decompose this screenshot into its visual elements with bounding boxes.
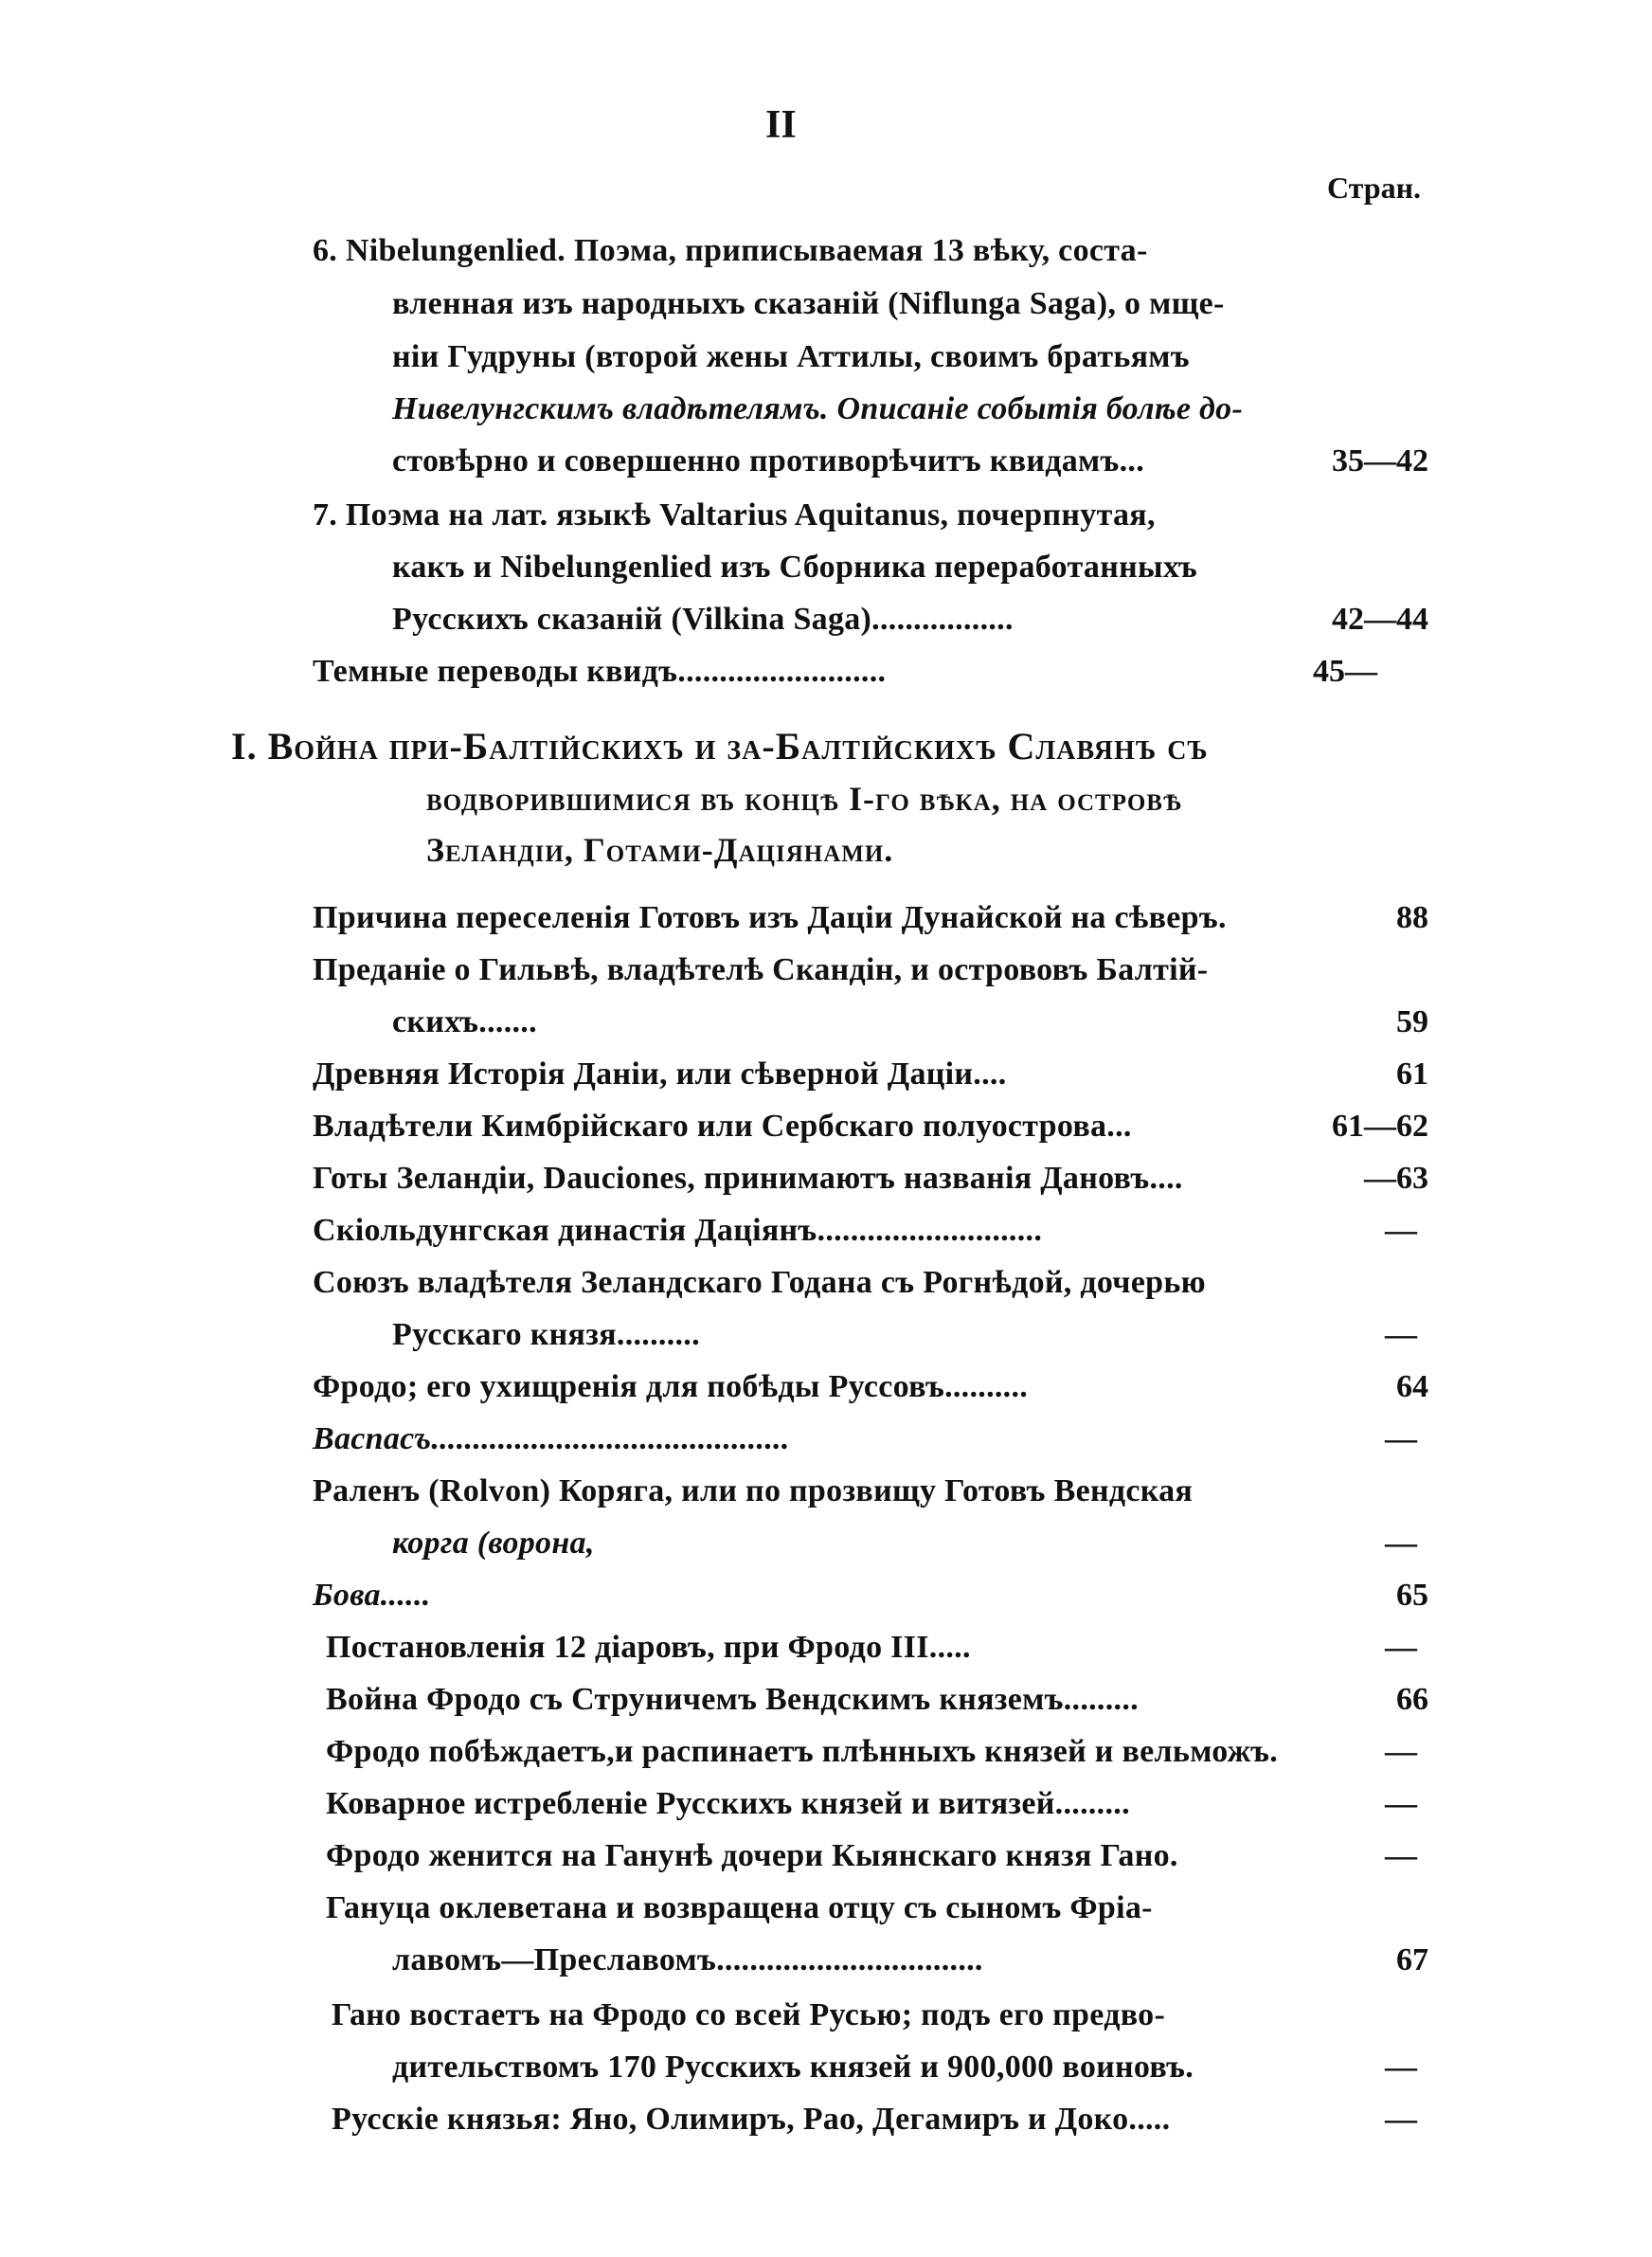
toc-line: Владѣтели Кимбрійскаго или Сербскаго полуострова... xyxy=(313,1109,1132,1144)
section-heading-line: водворившимися въ концѣ I-го вѣка, на островѣ xyxy=(426,780,1183,818)
toc-page-ref: 67 xyxy=(1396,1942,1428,1977)
toc-page-ref: 45— xyxy=(1313,654,1377,689)
toc-line: Преданіе о Гильвѣ, владѣтелѣ Скандін, и острововъ Балтій- xyxy=(313,952,1209,987)
toc-line: Коварное истребленіе Русскихъ князей и витязей......... xyxy=(326,1786,1130,1821)
toc-page-ref: — xyxy=(1385,1317,1417,1352)
page-number: II xyxy=(765,103,797,147)
toc-line: Русскіе князья: Яно, Олимиръ, Рао, Дегамиръ и Доко..... xyxy=(332,2102,1171,2137)
toc-page-ref: 59 xyxy=(1396,1004,1428,1039)
toc-line: Постановленія 12 діаровъ, при Фродо III..... xyxy=(326,1630,971,1665)
toc-page-ref: 64 xyxy=(1396,1369,1428,1404)
pages-column-label: Стран. xyxy=(1326,171,1421,205)
toc-page-ref: — xyxy=(1385,2102,1417,2137)
toc-line: Фродо; его ухищренія для побѣды Руссовъ.......... xyxy=(313,1369,1029,1404)
toc-line: 6. Nibelungenlied. Поэма, приписываемая 13 вѣку, соста- xyxy=(313,233,1148,268)
toc-page-ref: 35—42 xyxy=(1332,443,1428,478)
toc-page-ref: 42—44 xyxy=(1332,602,1428,637)
toc-page-ref: 61 xyxy=(1396,1056,1428,1092)
toc-line: вленная изъ народныхъ сказаній (Niflunga Saga), о мще- xyxy=(392,286,1225,321)
toc-page-ref: 61—62 xyxy=(1332,1109,1428,1144)
toc-line: Война Фродо съ Струничемъ Вендскимъ княземъ......... xyxy=(326,1682,1139,1717)
toc-line: Скіольдунгская династія Даціянъ........................... xyxy=(313,1213,1043,1248)
toc-page-ref: 65 xyxy=(1396,1578,1428,1613)
toc-line: Темные переводы квидъ......................... xyxy=(313,654,887,689)
toc-line: Гано востаетъ на Фродо со всей Русью; подъ его предво- xyxy=(332,1997,1166,2032)
toc-line: Готы Зеландіи, Dauciones, принимаютъ названія Дановъ.... xyxy=(313,1161,1183,1196)
toc-line: ніи Гудруны (второй жены Аттилы, своимъ братьямъ xyxy=(392,339,1190,374)
toc-page-ref: — xyxy=(1385,2049,1417,2085)
toc-page-ref: — xyxy=(1385,1421,1417,1456)
toc-line: Русскихъ сказаній (Vilkina Saga)................. xyxy=(392,602,1014,637)
toc-line: Древняя Исторія Даніи, или сѣверной Даціи.... xyxy=(313,1056,1007,1092)
toc-line: Фродо побѣждаетъ,и распинаетъ плѣнныхъ князей и вельможъ. xyxy=(326,1734,1279,1769)
toc-page-ref: — xyxy=(1385,1786,1417,1821)
toc-page-ref: — xyxy=(1385,1734,1417,1769)
toc-line: Раленъ (Rolvon) Коряга, или по прозвищу Готовъ Вендская xyxy=(313,1473,1194,1508)
toc-line: скихъ....... xyxy=(392,1004,537,1039)
toc-line: Русскаго князя.......... xyxy=(392,1317,700,1352)
toc-page-ref: — xyxy=(1385,1213,1417,1248)
toc-line: стовѣрно и совершенно противорѣчитъ квидамъ... xyxy=(392,443,1145,478)
toc-line: Гануца оклеветана и возвращена отцу съ сыномъ Фріа- xyxy=(326,1890,1153,1925)
toc-line: Васпасъ........................................... xyxy=(313,1421,790,1456)
toc-line: Фродо женится на Ганунѣ дочери Кыянскаго князя Гано. xyxy=(326,1838,1178,1873)
toc-line: какъ и Nibelungenlied изъ Сборника переработанныхъ xyxy=(392,550,1197,585)
toc-line: корга (ворона, xyxy=(392,1526,595,1561)
toc-line: Нивелунгскимъ владѣтелямъ. Описаніе событія болѣе до- xyxy=(392,391,1244,426)
section-heading-line: I. Война при-Балтійскихъ и за-Балтійскихъ Славянъ съ xyxy=(231,725,1209,767)
toc-page-ref: 88 xyxy=(1396,900,1428,935)
section-heading-line: Зеландіи, Готами-Даціянами. xyxy=(426,831,894,869)
toc-line: Союзъ владѣтеля Зеландскаго Годана съ Рогнѣдой, дочерью xyxy=(313,1265,1206,1300)
toc-line: Бова...... xyxy=(313,1578,431,1613)
toc-line: 7. Поэма на лат. языкѣ Valtarius Aquitanus, почерпнутая, xyxy=(313,497,1156,533)
toc-page-ref: —63 xyxy=(1364,1161,1428,1196)
toc-line: дительствомъ 170 Русскихъ князей и 900,000 воиновъ. xyxy=(392,2049,1194,2085)
toc-line: Причина переселенія Готовъ изъ Даціи Дунайской на сѣверъ. xyxy=(313,900,1227,935)
toc-page-ref: — xyxy=(1385,1526,1417,1561)
toc-page-ref: — xyxy=(1385,1630,1417,1665)
toc-page-ref: — xyxy=(1385,1838,1417,1873)
toc-page-ref: 66 xyxy=(1396,1682,1428,1717)
toc-line: лавомъ—Преславомъ................................ xyxy=(392,1942,983,1977)
